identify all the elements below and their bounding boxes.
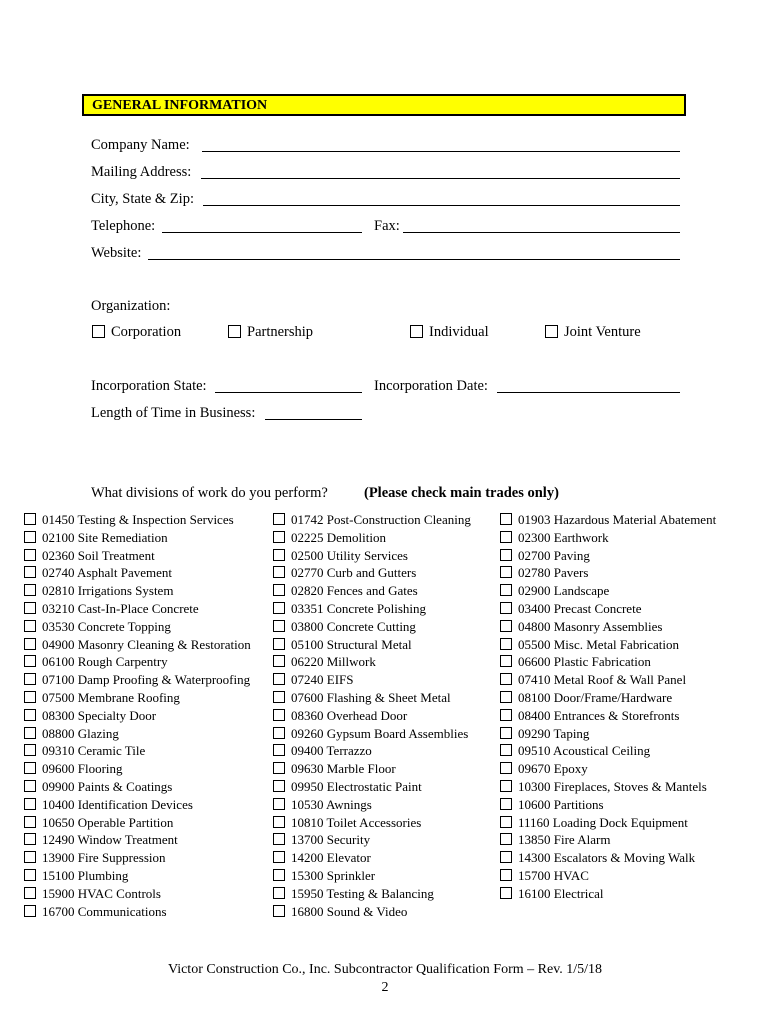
company-name-label: Company Name: [91, 137, 190, 153]
trade-checkbox[interactable] [500, 887, 512, 899]
corporation-checkbox[interactable] [92, 325, 105, 338]
trade-label: 08800 Glazing [42, 725, 119, 741]
trade-label: 01450 Testing & Inspection Services [42, 512, 234, 527]
trade-label: 16100 Electrical [518, 885, 604, 901]
trade-checkbox[interactable] [24, 816, 36, 828]
trade-label: 15100 Plumbing [42, 868, 129, 883]
trade-checkbox[interactable] [273, 566, 285, 578]
trade-checkbox[interactable] [273, 869, 285, 881]
trade-checkbox[interactable] [273, 727, 285, 739]
trade-label: 09900 Paints & Coatings [42, 779, 173, 794]
trade-label: 02360 Soil Treatment [42, 547, 155, 563]
trade-checkbox[interactable] [273, 851, 285, 863]
trade-checkbox[interactable] [24, 762, 36, 774]
trade-label: 09670 Epoxy [518, 761, 588, 777]
trade-label: 02500 Utility Services [291, 547, 408, 563]
trade-label: 01742 Post-Construction Cleaning [291, 512, 471, 527]
trade-checkbox[interactable] [500, 727, 512, 739]
trade-checkbox[interactable] [500, 655, 512, 667]
trade-label: 09290 Taping [518, 725, 590, 741]
incorporation-state-field[interactable] [215, 392, 362, 393]
footer-title: Victor Construction Co., Inc. Subcontractor Qualification Form – Rev. 1/5/18 [167, 962, 603, 977]
trade-checkbox[interactable] [24, 602, 36, 614]
trade-checkbox[interactable] [273, 638, 285, 650]
trade-checkbox[interactable] [273, 691, 285, 703]
trade-label: 02100 Site Remediation [42, 529, 168, 545]
trade-label: 02900 Landscape [518, 583, 610, 599]
trade-label: 14200 Elevator [291, 850, 371, 866]
trade-checkbox[interactable] [24, 744, 36, 756]
trade-label: 03351 Concrete Polishing [291, 601, 427, 616]
trade-label: 14300 Escalators & Moving Walk [518, 850, 696, 866]
website-field[interactable] [148, 259, 680, 260]
trade-checkbox[interactable] [500, 709, 512, 721]
individual-label: Individual [429, 324, 489, 340]
trade-label: 10530 Awnings [291, 796, 372, 812]
corporation-label: Corporation [111, 324, 182, 340]
length-in-business-label: Length of Time in Business: [91, 405, 256, 421]
trade-checkbox[interactable] [500, 638, 512, 650]
trade-checkbox[interactable] [273, 584, 285, 596]
trade-checkbox[interactable] [273, 780, 285, 792]
telephone-label: Telephone: [91, 218, 156, 234]
trade-label: 07500 Membrane Roofing [42, 690, 180, 705]
trade-label: 10650 Operable Partition [42, 814, 174, 830]
trade-checkbox[interactable] [273, 798, 285, 810]
trade-label: 16700 Communications [42, 903, 167, 919]
trade-label: 09630 Marble Floor [291, 761, 396, 777]
trade-label: 07410 Metal Roof & Wall Panel [518, 672, 687, 688]
trade-checkbox[interactable] [500, 566, 512, 578]
trade-label: 06100 Rough Carpentry [42, 654, 168, 670]
website-label: Website: [91, 245, 142, 261]
trade-label: 02810 Irrigations System [42, 583, 174, 599]
trade-label: 10400 Identification Devices [42, 796, 193, 812]
trade-label: 09510 Acoustical Ceiling [518, 743, 651, 759]
incorporation-date-label: Incorporation Date: [374, 378, 488, 394]
trade-checkbox[interactable] [500, 531, 512, 543]
trade-checkbox[interactable] [273, 905, 285, 917]
trade-label: 03400 Precast Concrete [518, 601, 642, 616]
trade-checkbox[interactable] [273, 531, 285, 543]
trade-checkbox[interactable] [500, 584, 512, 596]
partnership-label: Partnership [247, 324, 314, 340]
trade-label: 02740 Asphalt Pavement [42, 565, 172, 581]
incorporation-date-field[interactable] [497, 392, 680, 393]
trade-label: 10300 Fireplaces, Stoves & Mantels [518, 779, 707, 794]
trade-label: 02700 Paving [518, 547, 590, 563]
trade-label: 02820 Fences and Gates [291, 583, 418, 599]
joint-venture-checkbox[interactable] [545, 325, 558, 338]
trade-label: 15300 Sprinkler [291, 868, 376, 883]
trade-label: 09600 Flooring [42, 761, 123, 777]
trade-checkbox[interactable] [24, 709, 36, 721]
trade-label: 08360 Overhead Door [291, 707, 408, 723]
trade-checkbox[interactable] [500, 833, 512, 845]
trade-label: 08300 Specialty Door [42, 707, 157, 723]
trade-checkbox[interactable] [500, 744, 512, 756]
city-state-zip-field[interactable] [203, 205, 680, 206]
city-state-zip-label: City, State & Zip: [91, 191, 194, 207]
trade-label: 04800 Masonry Assemblies [518, 618, 663, 634]
trade-label: 09310 Ceramic Tile [42, 743, 146, 759]
trade-checkbox[interactable] [500, 780, 512, 792]
trade-checkbox[interactable] [24, 620, 36, 632]
trade-label: 03210 Cast-In-Place Concrete [42, 601, 199, 616]
trade-label: 06220 Millwork [291, 654, 376, 670]
trade-checkbox[interactable] [24, 531, 36, 543]
trade-checkbox[interactable] [273, 673, 285, 685]
trade-label: 13700 Security [291, 832, 371, 848]
trade-checkbox[interactable] [24, 887, 36, 899]
trade-checkbox[interactable] [500, 620, 512, 632]
length-in-business-field[interactable] [265, 419, 362, 420]
trade-checkbox[interactable] [500, 602, 512, 614]
company-name-field[interactable] [202, 151, 680, 152]
telephone-field[interactable] [162, 232, 362, 233]
trade-checkbox[interactable] [500, 513, 512, 525]
partnership-checkbox[interactable] [228, 325, 241, 338]
trade-label: 13900 Fire Suppression [42, 850, 166, 866]
trade-checkbox[interactable] [273, 549, 285, 561]
trade-label: 15700 HVAC [518, 868, 589, 883]
trade-label: 04900 Masonry Cleaning & Restoration [42, 636, 251, 652]
trade-checkbox[interactable] [24, 584, 36, 596]
individual-checkbox[interactable] [410, 325, 423, 338]
trade-checkbox[interactable] [500, 762, 512, 774]
fax-field[interactable] [403, 232, 680, 233]
trade-label: 05100 Structural Metal [291, 636, 412, 652]
trade-label: 15950 Testing & Balancing [291, 885, 434, 901]
trade-label: 07600 Flashing & Sheet Metal [291, 690, 451, 705]
trade-checkbox[interactable] [273, 762, 285, 774]
trade-label: 10600 Partitions [518, 796, 604, 812]
trade-checkbox[interactable] [24, 566, 36, 578]
trade-label: 02770 Curb and Gutters [291, 565, 417, 581]
trade-checkbox[interactable] [24, 513, 36, 525]
trade-checkbox[interactable] [273, 816, 285, 828]
trade-label: 05500 Misc. Metal Fabrication [518, 636, 680, 652]
trade-checkbox[interactable] [500, 798, 512, 810]
trade-checkbox[interactable] [500, 851, 512, 863]
trade-checkbox[interactable] [24, 691, 36, 703]
divisions-question: What divisions of work do you perform? [91, 485, 328, 501]
trade-label: 10810 Toilet Accessories [291, 814, 422, 830]
page-number: 2 [381, 980, 389, 995]
trade-label: 12490 Window Treatment [42, 832, 178, 848]
trade-label: 09260 Gypsum Board Assemblies [291, 725, 469, 741]
trade-label: 08100 Door/Frame/Hardware [518, 690, 673, 705]
trade-label: 15900 HVAC Controls [42, 885, 161, 901]
trade-label: 02225 Demolition [291, 529, 386, 545]
trade-checkbox[interactable] [24, 798, 36, 810]
trade-label: 01903 Hazardous Material Abatement [518, 512, 717, 527]
trade-label: 03530 Concrete Topping [42, 618, 171, 634]
trade-label: 06600 Plastic Fabrication [518, 654, 651, 670]
trade-label: 02300 Earthwork [518, 529, 609, 545]
trade-label: 16800 Sound & Video [291, 903, 408, 919]
trade-checkbox[interactable] [24, 655, 36, 667]
trade-checkbox[interactable] [273, 655, 285, 667]
trade-checkbox[interactable] [24, 549, 36, 561]
trade-checkbox[interactable] [24, 851, 36, 863]
trade-checkbox[interactable] [24, 673, 36, 685]
trade-checkbox[interactable] [24, 869, 36, 881]
trade-label: 03800 Concrete Cutting [291, 618, 416, 634]
trade-checkbox[interactable] [273, 709, 285, 721]
trade-checkbox[interactable] [24, 833, 36, 845]
trade-checkbox[interactable] [273, 833, 285, 845]
trade-checkbox[interactable] [500, 869, 512, 881]
trade-checkbox[interactable] [24, 638, 36, 650]
divisions-instruction: (Please check main trades only) [364, 485, 559, 501]
trade-label: 09400 Terrazzo [291, 743, 372, 759]
trade-label: 07240 EIFS [291, 672, 354, 688]
trade-checkbox[interactable] [500, 673, 512, 685]
trade-label: 09950 Electrostatic Paint [291, 779, 422, 794]
trade-checkbox[interactable] [273, 744, 285, 756]
trade-checkbox[interactable] [273, 602, 285, 614]
mailing-address-label: Mailing Address: [91, 164, 192, 180]
joint-venture-label: Joint Venture [564, 324, 641, 340]
trade-checkbox[interactable] [24, 905, 36, 917]
trade-checkbox[interactable] [500, 816, 512, 828]
trade-label: 13850 Fire Alarm [518, 832, 611, 848]
trade-checkbox[interactable] [273, 620, 285, 632]
trade-checkbox[interactable] [500, 691, 512, 703]
section-title: GENERAL INFORMATION [82, 94, 686, 116]
trade-label: 08400 Entrances & Storefronts [518, 707, 680, 723]
trade-label: 02780 Pavers [518, 565, 589, 581]
incorporation-state-label: Incorporation State: [91, 378, 207, 394]
trade-checkbox[interactable] [273, 887, 285, 899]
trade-checkbox[interactable] [24, 727, 36, 739]
trade-checkbox[interactable] [500, 549, 512, 561]
trade-checkbox[interactable] [24, 780, 36, 792]
trade-label: 11160 Loading Dock Equipment [518, 814, 688, 830]
trade-label: 07100 Damp Proofing & Waterproofing [42, 672, 251, 688]
mailing-address-field[interactable] [201, 178, 680, 179]
fax-label: Fax: [374, 218, 400, 234]
organization-label: Organization: [91, 298, 171, 314]
trade-checkbox[interactable] [273, 513, 285, 525]
